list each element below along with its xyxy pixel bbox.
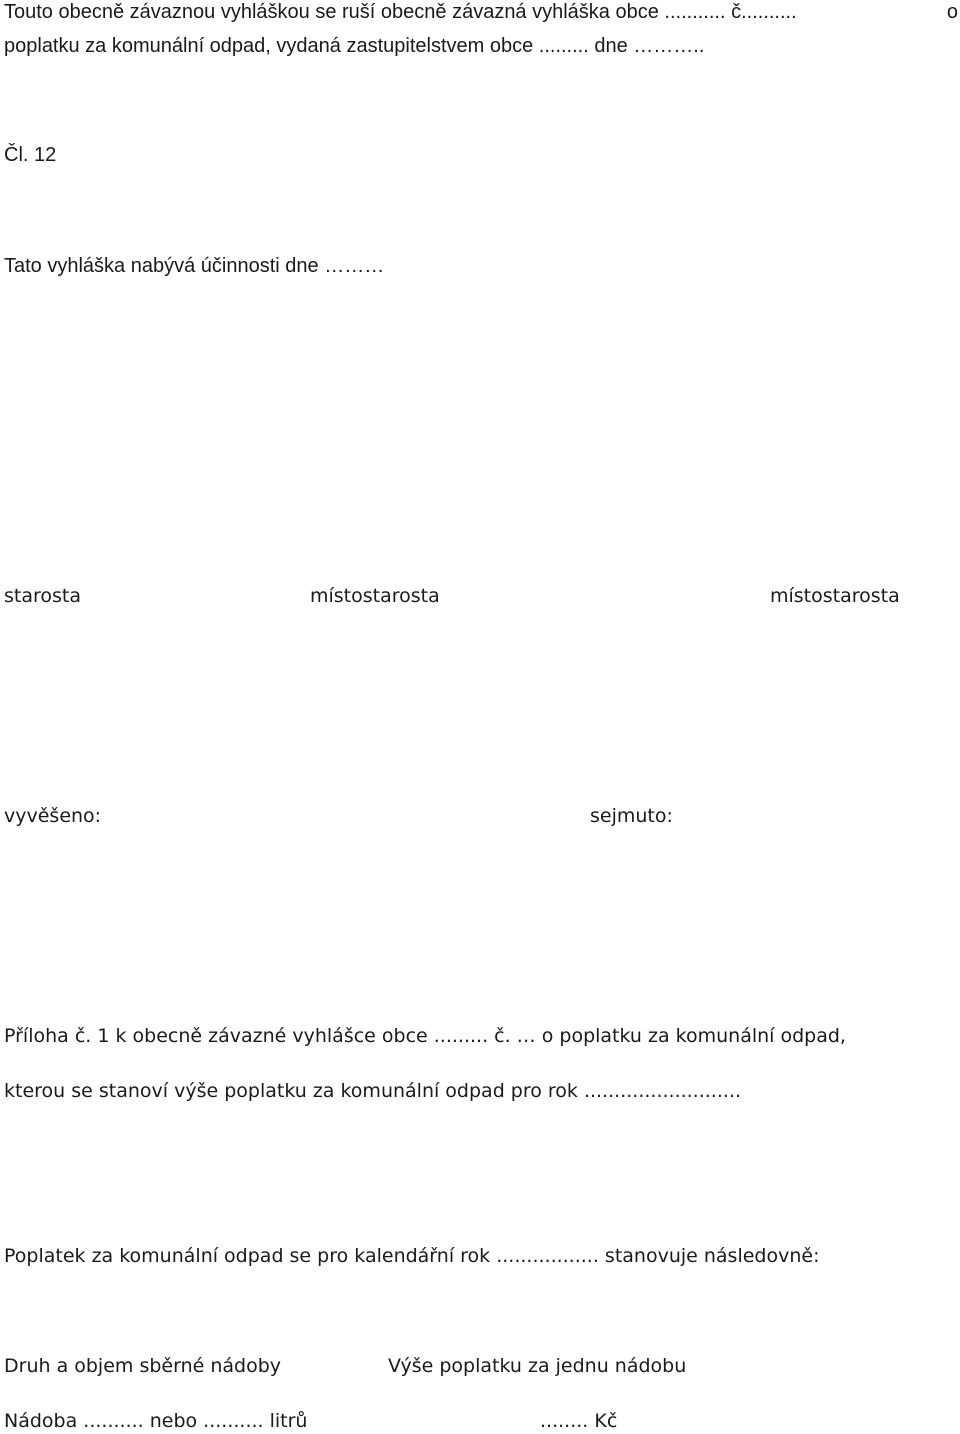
annex-title-line-2: kterou se stanoví výše poplatku za komunální odpad pro rok .......................... [4, 1080, 742, 1102]
signature-mayor: starosta [4, 585, 82, 607]
repeal-clause-trailing-word: o [946, 1, 958, 23]
table-header-container-type: Druh a objem sběrné nádoby [4, 1355, 282, 1377]
annex-title-line-1: Příloha č. 1 k obecně závazné vyhlášce obce ......... č. … o poplatku za komunální odpad, [4, 1025, 846, 1047]
effect-date-text: Tato vyhláška nabývá účinnosti dne ……… [4, 255, 385, 277]
signature-deputy-mayor-2: místostarosta [770, 585, 900, 607]
fee-intro-text: Poplatek za komunální odpad se pro kalendářní rok ................. stanovuje následovně: [4, 1245, 820, 1267]
table-cell-container: Nádoba .......... nebo .......... litrů [4, 1410, 308, 1432]
repeal-clause-line-2: poplatku za komunální odpad, vydaná zastupitelstvem obce ......... dne ……….. [4, 35, 705, 57]
posted-label: vyvěšeno: [4, 805, 102, 827]
article-heading: Čl. 12 [4, 144, 57, 166]
repeal-clause-line-1 [4, 0, 797, 24]
repeal-clause-text: Touto obecně závaznou vyhláškou se ruší obecně závazná vyhláška obce ........... č.......... [4, 1, 797, 23]
signature-deputy-mayor-1: místostarosta [310, 585, 440, 607]
removed-label: sejmuto: [590, 805, 673, 827]
table-cell-fee: ........ Kč [540, 1410, 618, 1432]
table-header-fee-per-container: Výše poplatku za jednu nádobu [388, 1355, 687, 1377]
